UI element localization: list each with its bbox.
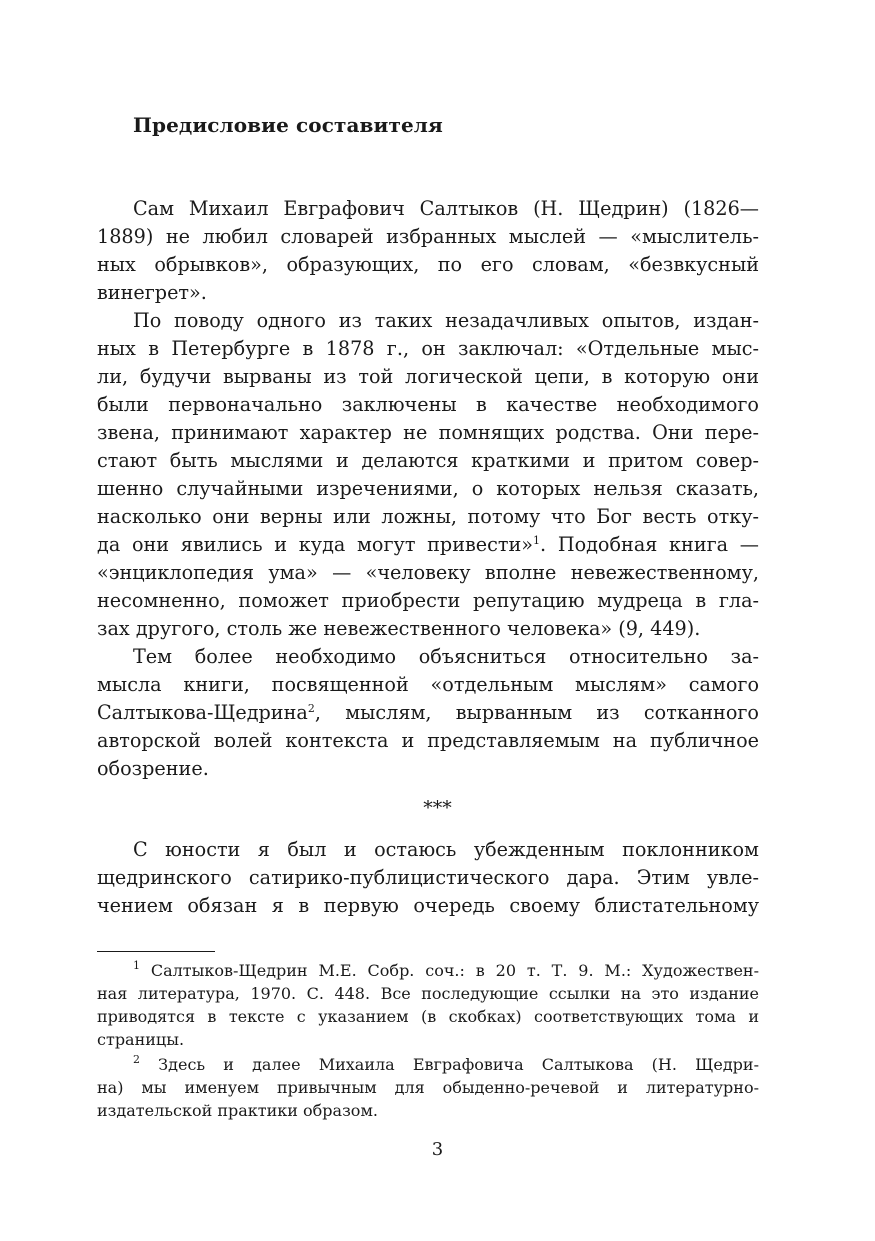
section-separator: *** [423, 797, 452, 819]
footnote-line [133, 959, 759, 982]
text-line: авторской волей контекста и представляемым на публичное [97, 729, 759, 752]
text-fragment: да они явились и куда могут привести» [97, 533, 534, 556]
footnote-marker-1: 1 [133, 959, 140, 972]
footnote-line [133, 1053, 759, 1076]
text-line: С юности я был и остаюсь убежденным поклонником [133, 838, 759, 861]
text-line: шенно случайными изречениями, о которых нельзя сказать, [97, 477, 759, 500]
text-line: обозрение. [97, 757, 209, 780]
section-heading: Предисловие составителя [133, 113, 443, 137]
text-fragment: Здесь и далее Михаила Евграфовича Салтыкова (Н. Щедри- [140, 1055, 759, 1074]
text-fragment: . Подобная книга — [540, 533, 759, 556]
text-fragment: , мыслям, вырванным из сотканного [314, 701, 759, 724]
text-line: Тем более необходимо объясниться относительно за- [133, 645, 759, 668]
text-line: 1889) не любил словарей избранных мыслей — «мыслитель- [97, 225, 759, 248]
text-line: винегрет». [97, 281, 207, 304]
page-number: 3 [431, 1139, 444, 1160]
text-line [97, 531, 759, 559]
text-line: Сам Михаил Евграфович Салтыков (Н. Щедрин) (1826— [133, 197, 759, 220]
text-line: были первоначально заключены в качестве необходимого [97, 393, 759, 416]
text-line: несомненно, поможет приобрести репутацию мудреца в гла- [97, 589, 759, 612]
footnote-divider [97, 951, 215, 952]
footnote-line: издательской практики образом. [97, 1101, 378, 1120]
text-line: По поводу одного из таких незадачливых опытов, издан- [133, 309, 759, 332]
footnote-ref-1[interactable]: 1 [533, 534, 541, 547]
text-fragment: Салтыков-Щедрин М.Е. Собр. соч.: в 20 т. Т. 9. М.: Художествен- [140, 961, 759, 980]
text-line: ли, будучи вырваны из той логической цепи, в которую они [97, 365, 759, 388]
text-line: зах другого, столь же невежественного человека» (9, 449). [97, 617, 701, 640]
text-line: щедринского сатирико-публицистического дара. Этим увле- [97, 866, 759, 889]
footnote-line: ная литература, 1970. С. 448. Все последующие ссылки на это издание [97, 984, 759, 1003]
footnote-line: приводятся в тексте с указанием (в скобках) соответствующих тома и [97, 1007, 759, 1026]
text-line: чением обязан я в первую очередь своему блистательному [97, 894, 759, 917]
footnote-line: на) мы именуем привычным для обыденно-речевой и литературно- [97, 1078, 759, 1097]
text-line: стают быть мыслями и делаются краткими и притом совер- [97, 449, 759, 472]
text-line: ных в Петербурге в 1878 г., он заключал: «Отдельные мыс- [97, 337, 759, 360]
text-line: «энциклопедия ума» — «человеку вполне невежественному, [97, 561, 759, 584]
text-line: звена, принимают характер не помнящих родства. Они пере- [97, 421, 759, 444]
text-line [97, 699, 759, 727]
text-fragment: Салтыкова-Щедрина [97, 701, 308, 724]
footnote-marker-2: 2 [133, 1053, 140, 1066]
footnote-line: страницы. [97, 1030, 185, 1049]
text-line: насколько они верны или ложны, потому что Бог весть отку- [97, 505, 759, 528]
footnote-ref-2[interactable]: 2 [307, 702, 315, 715]
text-line: мысла книги, посвященной «отдельным мыслям» самого [97, 673, 759, 696]
text-line: ных обрывков», образующих, по его словам, «безвкусный [97, 253, 759, 276]
